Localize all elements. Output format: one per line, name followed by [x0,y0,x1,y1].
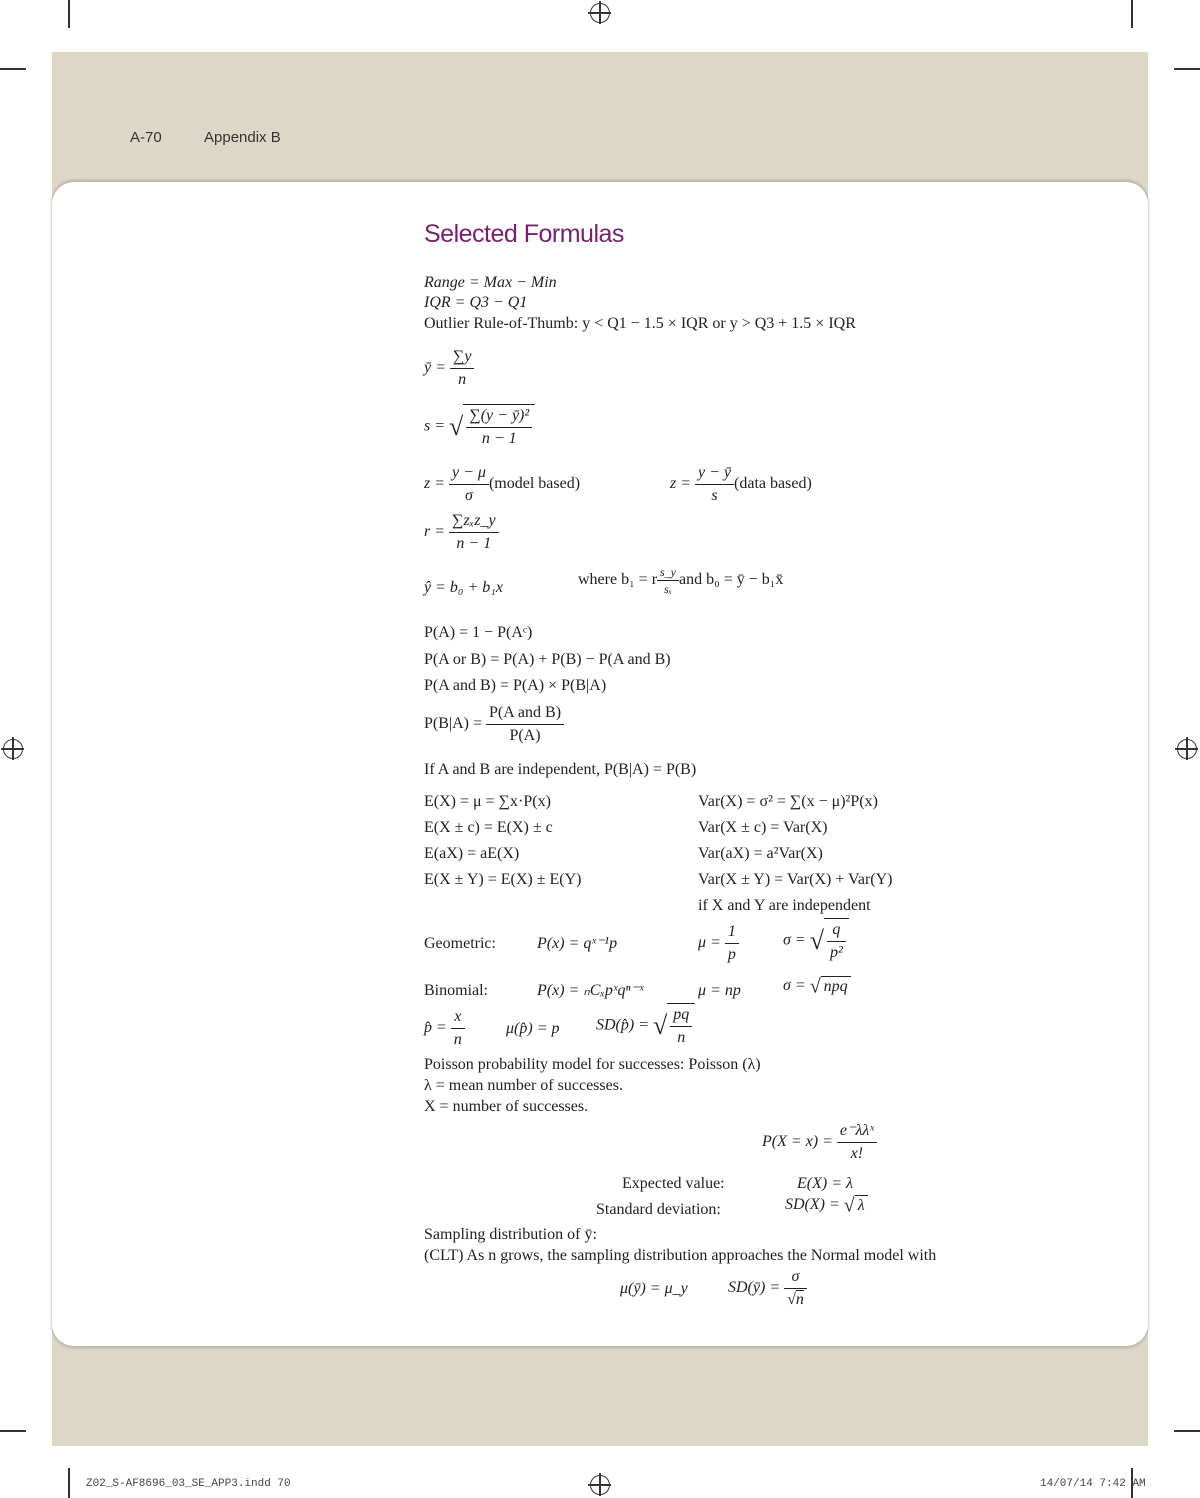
fraction [670,1004,692,1049]
fraction [657,564,679,597]
formula-addition-rule: P(A or B) = P(A) + P(B) − P(A and B) [424,651,671,668]
denominator: n [677,1029,686,1046]
fraction [451,1006,465,1051]
formula-multiplication-rule: P(A and B) = P(A) × P(B|A) [424,677,607,694]
denominator: x! [850,1145,864,1162]
lhs: σ = [783,977,806,995]
numerator: q [827,919,846,942]
binomial-mean: μ = np [698,982,741,999]
geometric-pmf: P(x) = qˣ⁻¹p [537,935,618,952]
crop-mark [0,68,26,70]
numerator: ∑(y − ȳ)² [466,405,532,428]
square-root [810,976,851,997]
binomial-label: Binomial: [424,982,488,999]
fraction [449,510,499,555]
fraction [827,919,846,964]
registration-mark-icon [1177,739,1197,759]
registration-mark-icon [3,739,23,759]
crop-mark [68,0,70,28]
lhs: ȳ = [424,359,446,377]
header-band [52,52,1148,200]
clt-mean: μ(ȳ) = μ_y [620,1280,688,1297]
lhs: P(B|A) = [424,715,483,733]
lhs: P(X = x) = [762,1133,833,1151]
lhs: p̂ = [424,1019,447,1037]
crop-mark [68,1468,70,1498]
lhs: z = [670,475,692,493]
square-root [449,404,535,450]
formula-variance: Var(X) = σ² = ∑(x − μ)²P(x) [698,793,878,810]
crop-mark [1174,1430,1200,1432]
fraction [449,462,489,507]
formula-complement: P(A) = 1 − P(Aᶜ) [424,624,533,641]
numerator: P(A and B) [486,702,564,725]
formula-slope [578,564,783,597]
lhs: s = [424,417,446,435]
formula-expected-shift: E(X ± c) = E(X) ± c [424,819,553,836]
proportion-sd [596,1003,695,1049]
variance-note: if X and Y are independent [698,897,871,914]
radical-icon: √ [787,1291,796,1308]
formula-correlation [424,510,499,555]
lhs: r = [424,523,446,541]
formula-regression: ŷ = b₀ + b₁x [424,579,503,596]
fraction [725,921,739,966]
crop-mark [1174,68,1200,70]
formula-independence: If A and B are independent, P(B|A) = P(B) [424,761,697,778]
numerator: 1 [725,921,739,944]
square-root [810,918,849,964]
geometric-mean [698,921,739,966]
formula-expected-value: E(X) = μ = ∑x·P(x) [424,793,551,810]
formula-conditional [424,702,564,747]
denominator: n − 1 [456,535,492,552]
square-root [844,1195,868,1216]
poisson-lambda: λ = mean number of successes. [424,1077,623,1094]
binomial-sd [783,976,851,997]
denominator: sₓ [663,582,673,596]
denominator: P(A) [509,727,541,744]
radical-icon: √ [449,412,464,441]
poisson-pmf [762,1120,877,1165]
poisson-x: X = number of successes. [424,1098,589,1115]
denominator: σ [465,487,473,504]
crop-mark [1131,0,1133,28]
radicand: npq [821,976,851,997]
formula-outlier: Outlier Rule-of-Thumb: y < Q1 − 1.5 × IQR or y > Q3 + 1.5 × IQR [424,315,856,332]
numerator: ∑y [450,346,475,369]
intercept-text: and b₀ = ȳ − b₁x̄ [679,571,784,589]
radical-icon: √ [809,926,824,955]
where-text: where b₁ = r [578,571,658,589]
formula-z-data [670,462,812,507]
denominator: n [458,371,467,388]
clt-statement: (CLT) As n grows, the sampling distribution approaches the Normal model with [424,1247,937,1264]
fraction [466,405,532,450]
square-root [653,1003,695,1049]
standard-deviation-label: Standard deviation: [596,1201,721,1218]
fraction [784,1266,807,1311]
sampling-distribution: Sampling distribution of ȳ: [424,1226,597,1243]
numerator: y − μ [449,462,489,485]
numerator: y − ȳ [695,462,734,485]
denominator: p² [829,944,843,961]
radicand: λ [855,1195,868,1216]
section-label: Appendix B [204,129,281,146]
slug-timestamp: 14/07/14 7:42 AM [1040,1478,1146,1490]
page-title: Selected Formulas [424,220,624,248]
fraction [837,1120,877,1165]
poisson-expected-value: E(X) = λ [797,1175,853,1192]
formula-mean [424,346,474,391]
denominator: p [727,946,736,963]
crop-mark [0,1430,26,1432]
registration-mark-icon [590,3,610,23]
formula-variance-sum: Var(X ± Y) = Var(X) + Var(Y) [698,871,893,888]
clt-sd [728,1266,807,1311]
binomial-pmf: P(x) = ₙCₓpˣqⁿ⁻ˣ [537,982,644,999]
numerator: ∑zₓz_y [449,510,499,533]
note: (data based) [734,475,812,493]
denominator [784,1289,807,1311]
formula-variance-scale: Var(aX) = a²Var(X) [698,845,823,862]
formula-iqr: IQR = Q3 − Q1 [424,294,528,311]
lhs: SD(p̂) = [596,1016,650,1034]
geometric-label: Geometric: [424,935,496,952]
proportion-estimate [424,1006,465,1051]
fraction [450,346,475,391]
radicand: n [795,1291,804,1308]
note: (model based) [488,475,581,493]
denominator: s [711,487,718,504]
numerator: x [451,1006,465,1029]
numerator: pq [670,1004,692,1027]
formula-sd [424,404,535,450]
lhs: SD(X) = [785,1196,840,1214]
formula-variance-shift: Var(X ± c) = Var(X) [698,819,828,836]
denominator: n [453,1031,462,1048]
geometric-sd [783,918,849,964]
formula-z-model [424,462,580,507]
lhs: μ = [698,934,721,952]
numerator: e⁻λλˣ [837,1120,877,1143]
poisson-sd [785,1195,868,1216]
numerator: σ [784,1266,807,1289]
radical-icon: √ [809,975,821,998]
lhs: z = [424,475,446,493]
registration-mark-icon [590,1475,610,1495]
expected-value-label: Expected value: [622,1175,725,1192]
numerator: s_y [657,564,679,581]
radical-icon: √ [843,1194,855,1217]
radical-icon: √ [653,1011,668,1040]
formula-expected-sum: E(X ± Y) = E(X) ± E(Y) [424,871,582,888]
lhs: SD(ȳ) = [728,1279,781,1297]
page-number: A-70 [130,129,162,146]
fraction [695,462,734,507]
poisson-intro: Poisson probability model for successes: Poisson (λ) [424,1056,761,1073]
formula-range: Range = Max − Min [424,274,557,291]
proportion-mean: μ(p̂) = p [506,1020,560,1037]
lhs: σ = [783,931,806,949]
formula-expected-scale: E(aX) = aE(X) [424,845,520,862]
fraction [486,702,564,747]
slug-file-info: Z02_S-AF8696_03_SE_APP3.indd 70 [86,1478,291,1490]
denominator: n − 1 [481,430,517,447]
